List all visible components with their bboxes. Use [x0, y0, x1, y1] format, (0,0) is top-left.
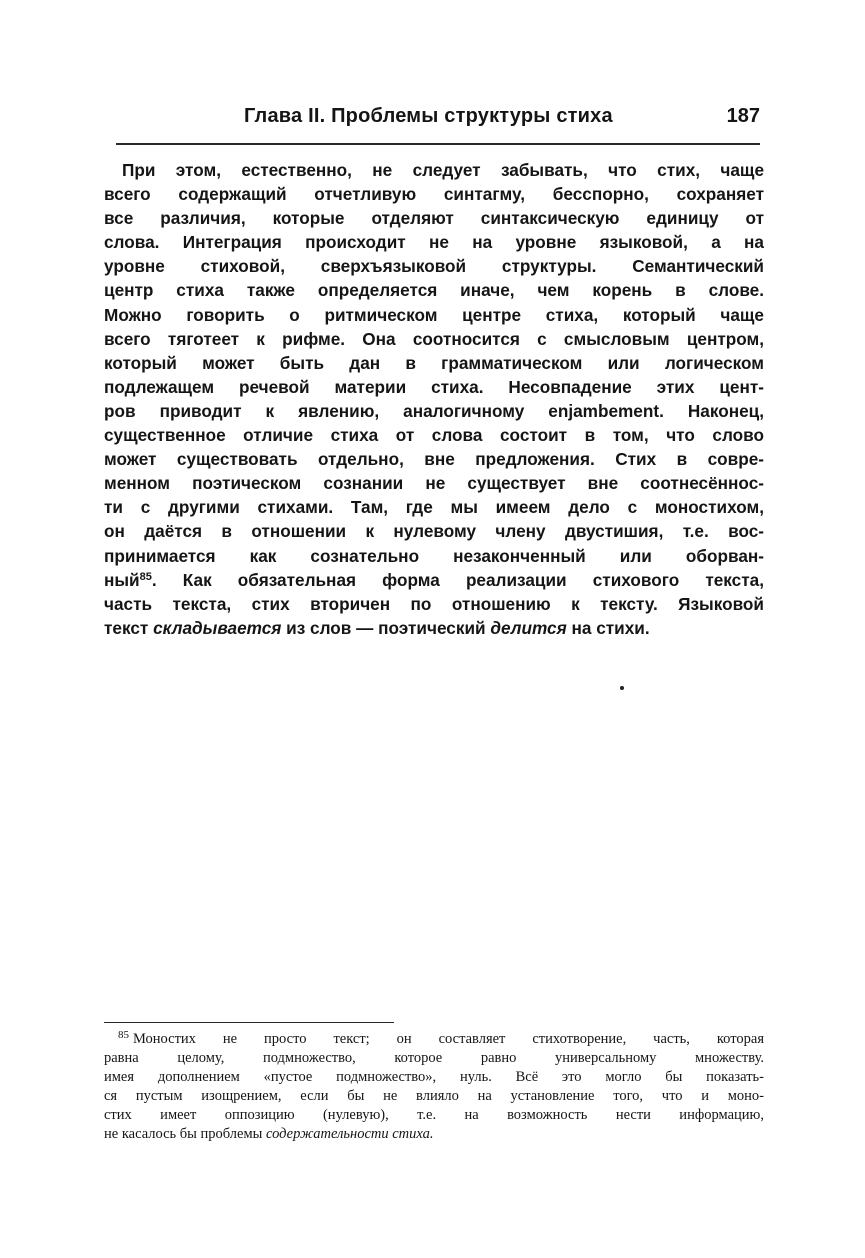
text-line: Можно говорить о ритмическом центре стиха, который чаще [104, 304, 764, 325]
text-line: ти с другими стихами. Там, где мы имеем дело с моностихом, [104, 497, 764, 518]
text-line-last [104, 616, 764, 640]
text-fragment: не касалось бы проблемы [104, 1126, 267, 1142]
print-speck [620, 686, 624, 690]
text-fragment: из слов — поэтический [281, 617, 491, 638]
text-line: слова. Интеграция происходит не на уровне языковой, а на [104, 232, 764, 253]
text-fragment: текст [104, 617, 154, 638]
text-line: который может быть дан в грамматическом или логическом [104, 352, 764, 373]
text-line: уровне стиховой, сверхъязыковой структуры. Семантический [104, 256, 764, 277]
text-line: часть текста, стих вторичен по отношению к тексту. Языковой [104, 593, 764, 614]
text-line-with-footnote-ref [104, 568, 764, 592]
text-line: все различия, которые отделяют синтаксическую единицу от [104, 208, 764, 229]
italic-term: складывается [153, 617, 282, 638]
text-fragment: ный [104, 569, 140, 590]
text-line: всего тяготеет к рифме. Она соотносится с смысловым центром, [104, 328, 764, 349]
text-line: может существовать отдельно, вне предложения. Стих в совре- [104, 449, 764, 470]
text-line: центр стиха также определяется иначе, чем корень в слове. [104, 280, 764, 301]
italic-term: содержательности стиха. [266, 1126, 434, 1142]
text-line: При этом, естественно, не следует забывать, что стих, чаще [122, 160, 764, 180]
footnote-mark: 85 [118, 1029, 129, 1042]
page-number: 187 [726, 105, 760, 127]
footnote-line: имея дополнением «пустое подмножество», нуль. Всё это могло бы показать- [104, 1069, 764, 1085]
header-rule [116, 143, 760, 145]
footnote-line: ся пустым изощрением, если бы не влияло на установление того, что и моно- [104, 1088, 764, 1104]
running-head [104, 105, 764, 135]
text-fragment: . Как обязательная форма реализации стихового текста, [151, 569, 764, 590]
footnote-line-last [104, 1125, 764, 1144]
italic-term: делится [490, 617, 567, 638]
text-fragment: Моностих не просто текст; он составляет стихотворение, часть, которая [133, 1031, 764, 1047]
text-line: менном поэтическом сознании не существует вне соотнесённос- [104, 473, 764, 494]
footnote-line [104, 1030, 764, 1049]
chapter-title: Глава II. Проблемы структуры стиха [244, 105, 613, 127]
text-line: ров приводит к явлению, аналогичному enjambement. Наконец, [104, 400, 764, 421]
main-paragraph [104, 158, 764, 640]
footnote-line: стих имеет оппозицию (нулевую), т.е. на возможность нести информацию, [104, 1107, 764, 1123]
footnote-rule [104, 1022, 394, 1023]
footnote [104, 1030, 764, 1144]
text-line: существенное отличие стиха от слова состоит в том, что слово [104, 425, 764, 446]
text-line: подлежащем речевой материи стиха. Несовпадение этих цент- [104, 376, 764, 397]
footnote-line: равна целому, подмножество, которое равно универсальному множеству. [104, 1050, 764, 1066]
text-line: он даётся в отношении к нулевому члену двустишия, т.е. вос- [104, 521, 764, 542]
footnote-reference[interactable]: 85 [139, 570, 152, 583]
text-fragment: на стихи. [566, 617, 650, 638]
text-line: принимается как сознательно незаконченный или оборван- [104, 545, 764, 566]
text-line: всего содержащий отчетливую синтагму, бесспорно, сохраняет [104, 184, 764, 205]
